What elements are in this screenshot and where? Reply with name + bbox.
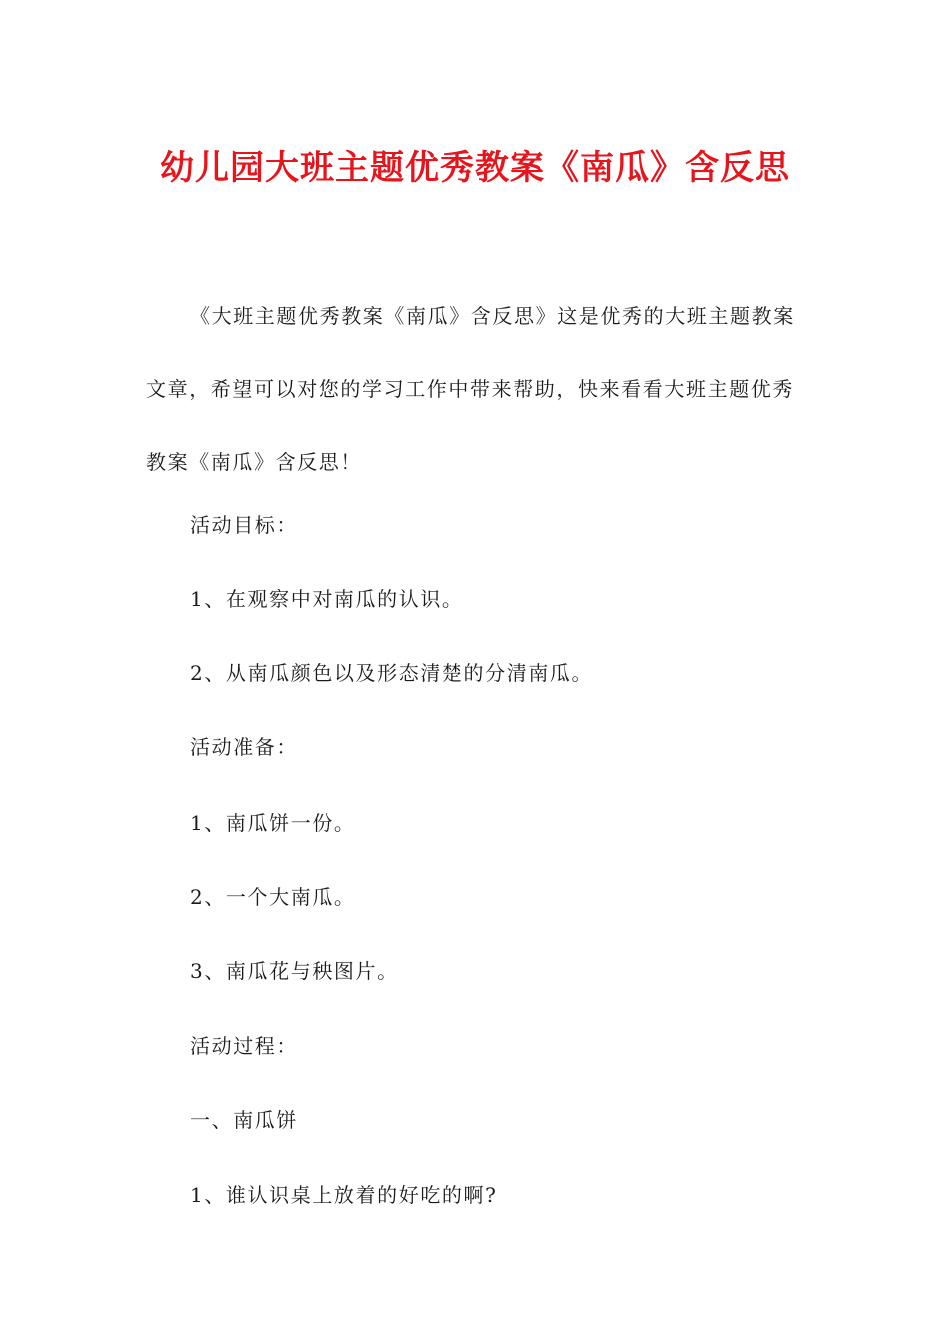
document-title: 幼儿园大班主题优秀教案《南瓜》含反思 [160,148,790,188]
preparation-item-1: 1、南瓜饼一份。 [190,811,356,835]
heading-activity-preparation: 活动准备： [190,735,298,759]
intro-paragraph: 《大班主题优秀教案《南瓜》含反思》这是优秀的大班主题教案文章，希望可以对您的学习工作中带来帮助，快来看看大班主题优秀教案《南瓜》含反思！ [146,304,795,474]
process-item-1: 1、谁认识桌上放着的好吃的啊? [190,1183,498,1207]
heading-activity-process: 活动过程： [190,1034,298,1058]
process-section-1: 一、南瓜饼 [190,1108,298,1132]
preparation-item-3: 3、南瓜花与秧图片。 [190,959,399,983]
goal-item-1: 1、在观察中对南瓜的认识。 [190,587,464,611]
heading-activity-goals: 活动目标： [190,513,298,537]
goal-item-2: 2、从南瓜颜色以及形态清楚的分清南瓜。 [190,661,594,685]
preparation-item-2: 2、一个大南瓜。 [190,885,356,909]
